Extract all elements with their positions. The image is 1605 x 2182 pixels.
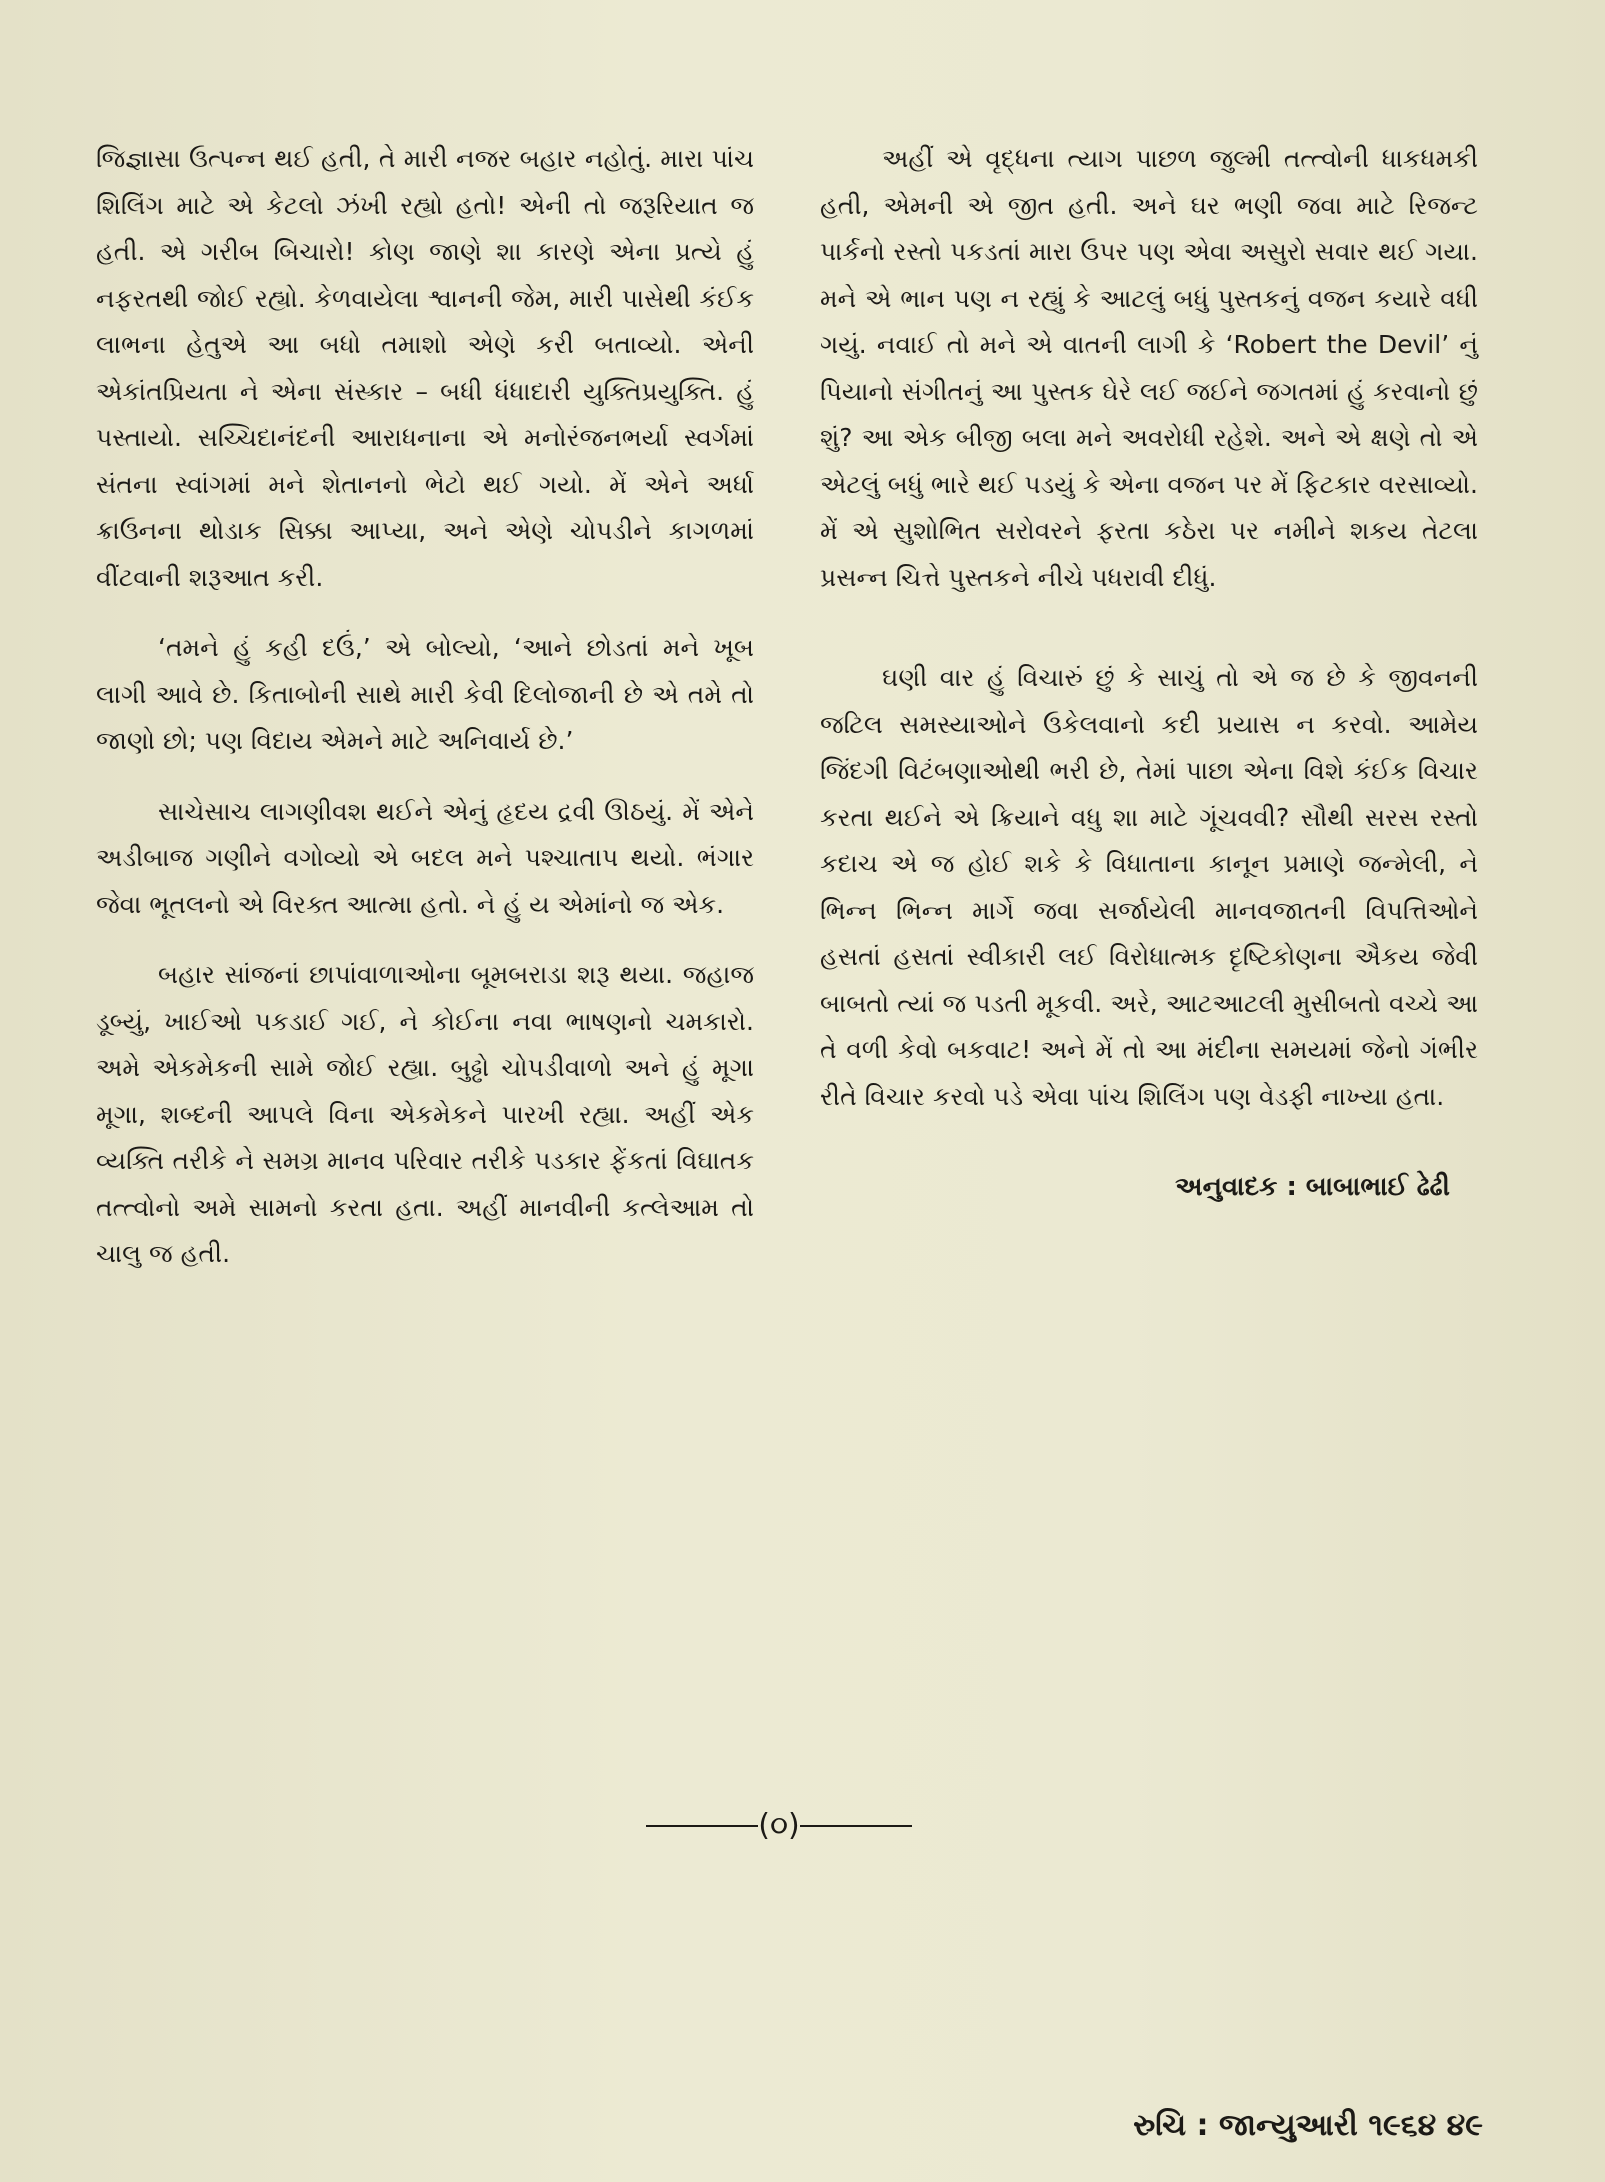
paragraph: બહાર સાંજનાં છાપાંવાળાઓના બૂમબરાડા શરૂ થયા. જહાજ ડૂબ્યું, ખાઈઓ પકડાઈ ગઈ, ને કોઈના નવા ભાષણનો ચમકારો. અમે એકમેકની સામે જોઈ રહ્યા. બુઢ્ઢો ચોપડીવાળો અને હું મૂગા મૂગા, શબ્દની આપલે વિના એકમેકને પારખી રહ્યા. અહીં એક વ્યક્તિ તરીકે ને સમગ્ર માનવ પરિવાર તરીકે પડકાર ફેંકતાં વિઘાતક તત્ત્વોનો અમે સામનો કરતા હતા. અહીં માનવીની કત્લેઆમ તો ચાલુ જ હતી. <box>96 960 754 1268</box>
page-marker-text: (૦) <box>758 1808 800 1843</box>
paragraph: ‘તમને હું કહી દઉં,’ એ બોલ્યો, ‘આને છોડતાં મને ખૂબ લાગી આવે છે. કિતાબોની સાથે મારી કેવી દિલોજાની છે એ તમે તો જાણો છો; પણ વિદાય એમને માટે અનિવાર્ય છે.’ <box>96 633 754 755</box>
page-marker <box>634 1808 924 1843</box>
page-footer: રુચિ : જાન્યુઆરી ૧૯૬૪ ૪૯ <box>1133 2108 1483 2143</box>
paragraph: અહીં એ વૃદ્ધના ત્યાગ પાછળ જુલ્મી તત્ત્વોની ધાકધમકી હતી, એમની એ જીત હતી. અને ઘર ભણી જવા માટે રિજન્ટ પાર્કનો રસ્તો પકડતાં મારા ઉપર પણ એવા અસુરો સવાર થઈ ગયા. મને એ ભાન પણ ન રહ્યું કે આટલું બધું પુસ્તકનું વજન કયારે વધી ગયું. નવાઈ તો મને એ વાતની લાગી કે ‘Robert the Devil’ નું પિયાનો સંગીતનું આ પુસ્તક ઘેરે લઈ જઈને જગતમાં હું કરવાનો છું શું? આ એક બીજી બલા મને અવરોધી રહેશે. અને એ ક્ષણે તો એ એટલું બધું ભારે થઈ પડયું કે એના વજન પર મેં ફિટકાર વરસાવ્યો. મેં એ સુશોભિત સરોવરને ફરતા કઠેરા પર નમીને શકય તેટલા પ્રસન્ન ચિત્તે પુસ્તકને નીચે પધરાવી દીધું. <box>820 144 1478 592</box>
paragraph: ઘણી વાર હું વિચારું છું કે સાચું તો એ જ છે કે જીવનની જટિલ સમસ્યાઓને ઉકેલવાનો કદી પ્રયાસ ન કરવો. આમેય જિંદગી વિટંબણાઓથી ભરી છે, તેમાં પાછા એના વિશે કંઈક વિચાર કરતા થઈને એ ક્રિયાને વધુ શા માટે ગૂંચવવી? સૌથી સરસ રસ્તો કદાચ એ જ હોઈ શકે કે વિધાતાના કાનૂન પ્રમાણે જન્મેલી, ને ભિન્ન ભિન્ન માર્ગે જવા સર્જાયેલી માનવજાતની વિપત્તિઓને હસતાં હસતાં સ્વીકારી લઈ વિરોધાત્મક દૃષ્ટિકોણના ઐકય જેવી બાબતો ત્યાં જ પડતી મૂકવી. અરે, આટઆટલી મુસીબતો વચ્ચે આ તે વળી કેવો બકવાટ! અને મેં તો આ મંદીના સમયમાં જેનો ગંભીર રીતે વિચાર કરવો પડે એવા પાંચ શિલિંગ પણ વેડફી નાખ્યા હતા. <box>820 663 1478 1111</box>
translator-credit: અનુવાદક : બાબાભાઈ ઢેઢી <box>1175 1172 1450 1202</box>
divider-rule <box>800 1825 912 1827</box>
paragraph: જિજ્ઞાસા ઉત્પન્ન થઈ હતી, તે મારી નજર બહાર નહોતું. મારા પાંચ શિલિંગ માટે એ કેટલો ઝંખી રહ્યો હતો! એની તો જરૂરિયાત જ હતી. એ ગરીબ બિચારો! કોણ જાણે શા કારણે એના પ્રત્યે હું નફરતથી જોઈ રહ્યો. કેળવાયેલા શ્વાનની જેમ, મારી પાસેથી કંઈક લાભના હેતુએ આ બધો તમાશો એણે કરી બતાવ્યો. એની એકાંતપ્રિયતા ને એના સંસ્કાર – બધી ધંધાદારી યુક્તિપ્રયુક્તિ. હું પસ્તાયો. સચ્ચિદાનંદની આરાધનાના એ મનોરંજનભર્યા સ્વર્ગમાં સંતના સ્વાંગમાં મને શેતાનનો ભેટો થઈ ગયો. મેં એને અર્ધા ક્રાઉનના થોડાક સિક્કા આપ્યા, અને એણે ચોપડીને કાગળમાં વીંટવાની શરૂઆત કરી. <box>96 144 754 592</box>
right-column <box>820 136 1478 1211</box>
paragraph: સાચેસાચ લાગણીવશ થઈને એનું હૃદય દ્રવી ઊઠયું. મેં એને અડીબાજ ગણીને વગોવ્યો એ બદલ મને પશ્ચાતાપ થયો. ભંગાર જેવા ભૂતલનો એ વિરક્ત આત્મા હતો. ને હું ય એમાંનો જ એક. <box>96 796 754 919</box>
divider-rule <box>646 1825 758 1827</box>
left-column <box>96 136 754 1278</box>
